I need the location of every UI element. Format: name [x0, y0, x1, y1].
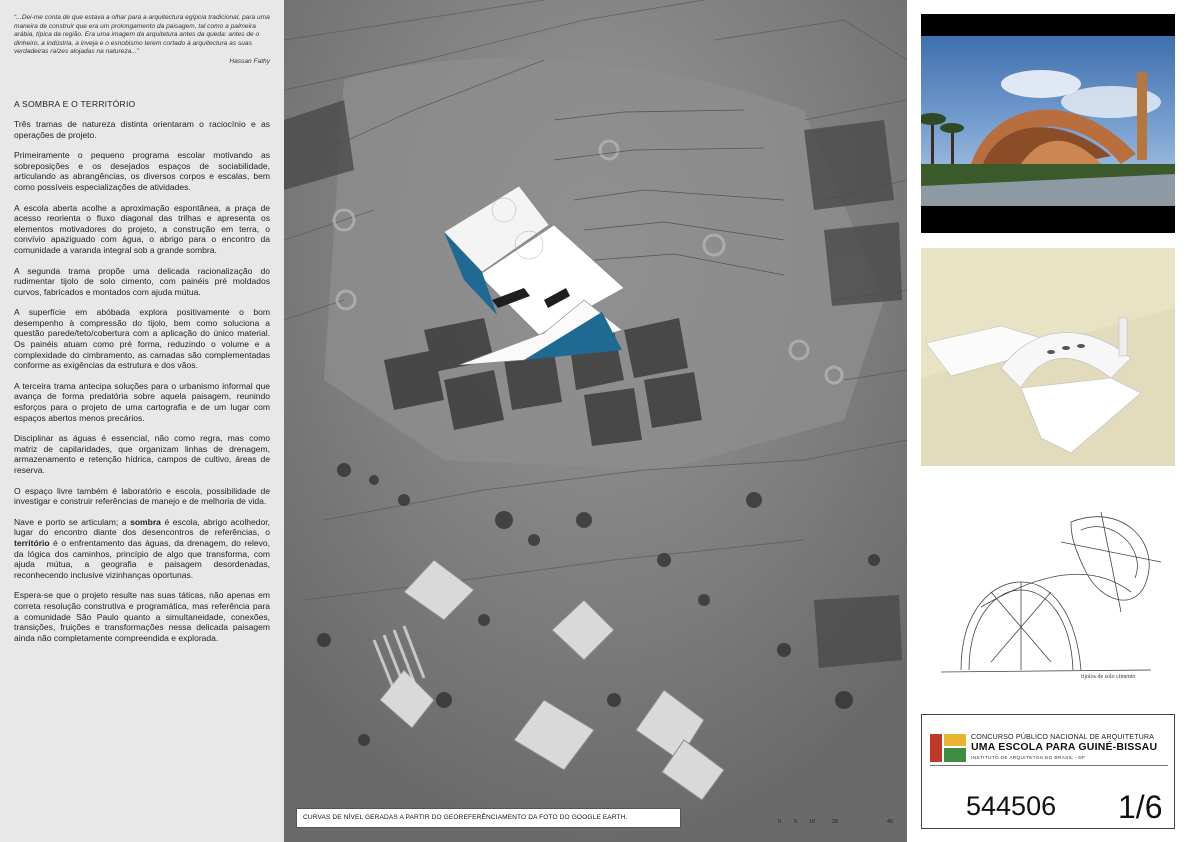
aerial-photo — [284, 0, 907, 842]
paragraph-9-part-c: é escola, abrigo acolhedor, lugar do encontro diante dos desencontros de referências, o — [14, 516, 270, 538]
logo-red-block — [930, 734, 942, 762]
paragraph-5: A superfície em abóbada explora positivamente o bom desempenho à compressão do tijolo, bem como soluciona a questão parede/teto/cobertura com a aplicação do único material. Os painéis atuam como pré forma, reduzindo o volume e a complexidade do cimbramento, as camadas são complementadas conforme as exigências da estrutura e dos vãos. — [14, 307, 270, 371]
paragraph-2: Primeiramente o pequeno programa escolar motivando as sobreposições e os desejados espaços de sociabilidade, articulando as abrangências, os diversos corpos e escalas, bem como possíveis especializações de atividades. — [14, 150, 270, 192]
model-image — [921, 248, 1175, 466]
epigraph-quote: “...Dei-me conta de que estava a olhar para a arquitectura egípcia tradicional, para uma maneira de construir que era um prolongamento da paisagem, tal como a palmeira arábia, típica da região. Era uma imagem da arquitetura antes da queda: antes de o dinheiro, a indústria, a inveja e o esnobismo terem cortado à arquitectura as suas verdadeiras raízes alojadas na natureza...” — [14, 14, 270, 56]
paragraph-6: A terceira trama antecipa soluções para o urbanismo informal que avança de forma predatória sobre aquela paisagem, reunindo esforços para o projeto de uma cartografia e de um lugar com espaços abertos menos precários. — [14, 380, 270, 423]
contest-title: CONCURSO PÚBLICO NACIONAL DE ARQUITETURA — [971, 732, 1155, 741]
paragraph-9 — [14, 517, 270, 581]
scale-label-10: 10 — [809, 819, 816, 825]
identification-panel — [921, 714, 1175, 829]
logo-green-block — [944, 748, 966, 762]
paragraph-3: A escola aberta acolhe a aproximação espontânea, a praça de acesso reorienta o fluxo diagonal das trilhas e apresenta os elementos motivadores do projeto, a construção em terra, o convívio apaziguado com água, o abrigo para o encontro da comunidade a varanda integral sob a grande sombra. — [14, 202, 270, 255]
contest-name: UMA ESCOLA PARA GUINÉ-BISSAU — [971, 741, 1158, 753]
quote-author: Hassan Fathy — [229, 57, 270, 65]
paragraph-7: Disciplinar as águas é essencial, não como regra, mas como matriz de capilaridades, que organizam linhas de drenagem, armazenamento e retenção hídrica, campos de cultivo, áreas de reserva. — [14, 433, 270, 475]
paragraph-9-part-a: Nave e porto se articulam; a — [14, 516, 131, 527]
paragraph-8: O espaço livre também é laboratório e escola, possibilidade de investigar e construir referências de manejo e de melhoria de vida. — [14, 485, 270, 507]
logo-yellow-block — [944, 734, 966, 746]
scale-label-5: 5 — [794, 819, 798, 825]
render-image — [921, 14, 1175, 233]
section-title: A SOMBRA E O TERRITÓRIO — [14, 98, 136, 109]
sketch-drawing — [921, 482, 1175, 702]
contest-organizer: INSTITUTO DE ARQUITETOS DO BRASIL - DF — [971, 756, 1086, 761]
paragraph-4: A segunda trama propõe uma delicada racionalização do rudimentar tijolo de solo cimento, com painéis pré moldados curvos, fabricados e montados com ajuda mútua. — [14, 265, 270, 297]
exterior-render — [921, 14, 1175, 233]
text-column — [0, 0, 284, 842]
concept-sketch — [921, 482, 1175, 702]
scale-label-0: 0 — [778, 819, 782, 825]
paragraph-9-part-e: é o enfrentamento das águas, da drenagem, do relevo, da lógica dos caminhos, princípio de algo que transforma, com ajuda mútua, a geografia e paisagem desordenadas, reconhecendo inclusive vizinhanças oportunas. — [14, 537, 270, 580]
aerial-caption: CURVAS DE NÍVEL GERADAS A PARTIR DO GEOREFERÊNCIAMENTO DA FOTO DO GOOGLE EARTH. — [296, 808, 681, 828]
paragraph-10: Espera-se que o projeto resulte nas suas táticas, não apenas em correta resolução construtiva e programática, mas referência para a comunidade São Paulo quanto a simultaneidade, conexões, transições, fruições e transformações nessa delicada paisagem ainda não completamente compreendida e explorada. — [14, 590, 270, 643]
entry-number: 544506 — [966, 791, 1057, 821]
sketch-note: tijolos de solo cimento — [1081, 674, 1136, 680]
keyword-sombra: sombra — [130, 516, 161, 527]
massing-model — [921, 248, 1175, 466]
aerial-site-plan — [284, 0, 907, 842]
panel-divider — [930, 765, 1168, 766]
paragraph-1: Três tramas de natureza distinta orientaram o raciocínio e as operações de projeto. — [14, 118, 270, 140]
sheet-number: 1/6 — [1118, 789, 1163, 825]
keyword-territorio: território — [14, 537, 50, 548]
scale-label-20: 20 — [832, 819, 839, 825]
scale-label-40: 40 — [887, 819, 894, 825]
